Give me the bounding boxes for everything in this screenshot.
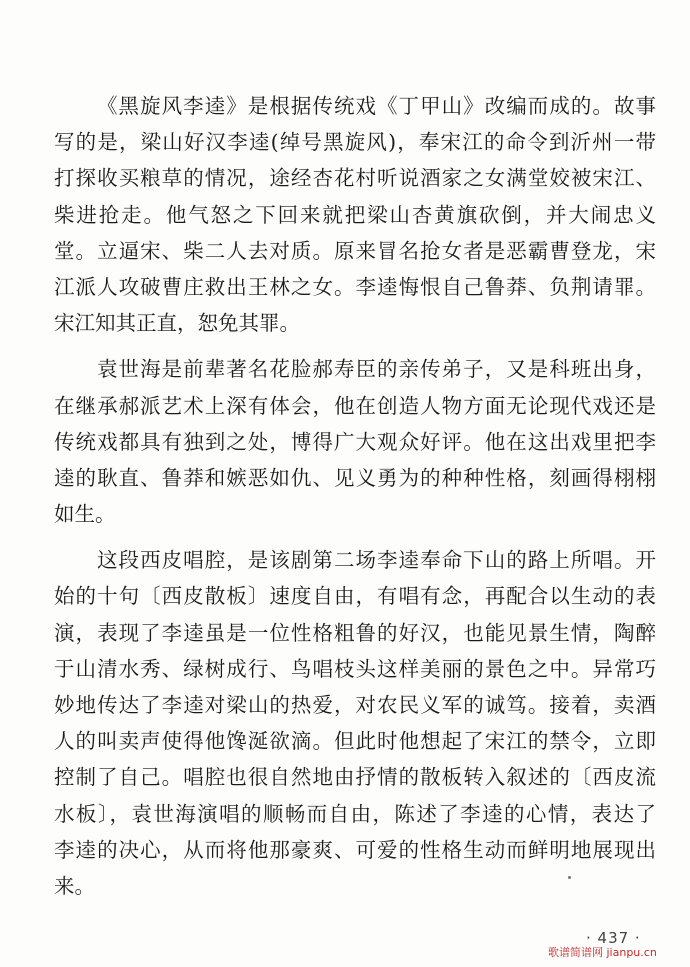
text-line: 演，表现了李逵虽是一位性格粗鲁的好汉，也能见景生情，陶醉 xyxy=(54,620,656,645)
text-line: 这段西皮唱腔，是该剧第二场李逵奉命下山的路上所唱。开 xyxy=(97,548,656,573)
text-line: 江派人攻破曹庄救出王林之女。李逵悔恨自己鲁莽、负荆请罪。 xyxy=(54,274,656,299)
text-line: 来。 xyxy=(54,873,95,898)
text-line: 于山清水秀、绿树成行、鸟唱枝头这样美丽的景色之中。异常巧 xyxy=(54,656,656,681)
text-line: 妙地传达了李逵对梁山的热爱，对农民义军的诚笃。接着，卖酒 xyxy=(54,693,656,717)
text-line: 打探收买粮草的情况，途经杏花村听说酒家之女满堂姣被宋江、 xyxy=(54,166,656,191)
text-line: 人的叫卖声使得他馋涎欲滴。但此时他想起了宋江的禁令，立即 xyxy=(54,729,656,754)
scan-speck xyxy=(568,876,571,879)
text-line: 控制了自己。唱腔也很自然地由抒情的散板转入叙述的〔西皮流 xyxy=(54,765,656,790)
text-line: 堂。立逼宋、柴二人去对质。原来冒名抢女者是恶霸曹登龙，宋 xyxy=(54,238,656,263)
text-line: 宋江知其正直，恕免其罪。 xyxy=(54,311,300,336)
text-line: 李逵的决心，从而将他那豪爽、可爱的性格生动而鲜明地展现出 xyxy=(54,837,656,862)
text-line: 在继承郝派艺术上深有体会，他在创造人物方面无论现代戏还是 xyxy=(54,393,656,418)
text-line: 《黑旋风李逵》是根据传统戏《丁甲山》改编而成的。故事 xyxy=(97,94,656,118)
paragraph-2 xyxy=(54,351,656,532)
page-number: · 437 · xyxy=(586,929,641,947)
text-line: 柴进抢走。他气怒之下回来就把梁山杏黄旗砍倒，并大闹忠义 xyxy=(54,202,656,227)
paragraph-1 xyxy=(54,88,656,341)
text-line: 袁世海是前辈著名花脸郝寿臣的亲传弟子，又是科班出身， xyxy=(97,357,656,382)
text-line: 逵的耿直、鲁莽和嫉恶如仇、见义勇为的种种性格，刻画得栩栩 xyxy=(54,465,656,490)
body-text xyxy=(54,88,656,914)
text-line: 如生。 xyxy=(54,502,116,527)
text-line: 水板〕，袁世海演唱的顺畅而自由，陈述了李逵的心情，表达了 xyxy=(54,801,656,826)
text-line: 写的是，梁山好汉李逵(绰号黑旋风)，奉宋江的命令到沂州一带 xyxy=(54,130,656,155)
watermark: 歌谱简谱网 jianpu.cn xyxy=(548,946,657,959)
text-line: 始的十句〔西皮散板〕速度自由，有唱有念，再配合以生动的表 xyxy=(54,584,656,609)
paragraph-3 xyxy=(54,542,656,904)
text-line: 传统戏都具有独到之处，博得广大观众好评。他在这出戏里把李 xyxy=(54,429,656,454)
